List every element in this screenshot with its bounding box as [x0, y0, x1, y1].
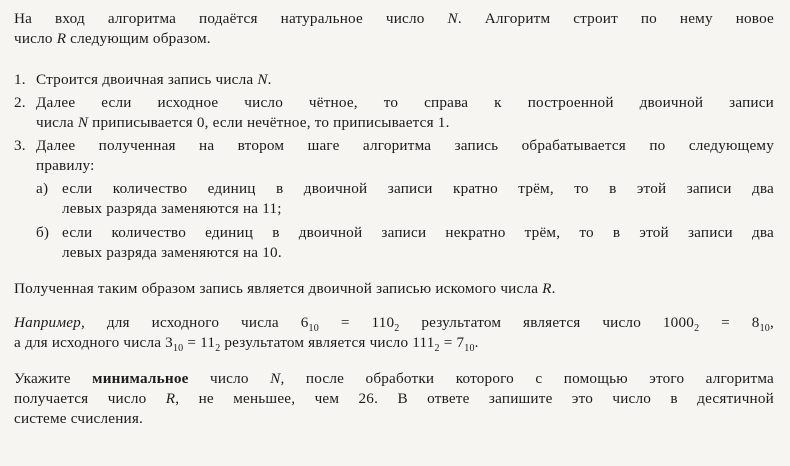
var-r: R: [165, 390, 176, 407]
rule-text: [62, 223, 774, 263]
base-subscript: 10: [759, 323, 770, 335]
rule-line: если количество единиц в двоичной записи кратно трём, то в этой записи два: [62, 180, 774, 197]
intro-text: . Алгоритм строит по нему новое: [457, 10, 774, 27]
task-text: получается число: [14, 390, 166, 407]
base-subscript: 2: [434, 343, 440, 355]
example-text: а для исходного числа 3: [14, 334, 173, 351]
rule-a: [36, 179, 774, 219]
example-label: Например,: [14, 314, 85, 331]
step-line: правилу:: [36, 157, 95, 174]
base-subscript: 10: [464, 343, 475, 355]
var-n: N: [257, 71, 268, 88]
rule-b: [36, 223, 774, 263]
var-n: N: [270, 370, 281, 387]
example-text: = 110: [318, 314, 395, 331]
result-paragraph: [14, 279, 774, 299]
step-line: Далее полученная на втором шаге алгоритма запись обрабатывается по следующему: [36, 137, 774, 154]
rule-line: левых разряда заменяются на 10.: [62, 244, 282, 261]
step-number: 3.: [14, 137, 26, 154]
task-text: , не меньшее, чем 26. В ответе запишите это число в десятичной: [175, 390, 774, 407]
result-text: .: [551, 280, 556, 297]
task-line-1: [14, 369, 774, 389]
var-r: R: [56, 30, 67, 47]
example-text: .: [474, 334, 479, 351]
step-line: Далее если исходное число чётное, то справа к построенной двоичной записи: [36, 94, 774, 111]
task-line-2: [14, 389, 774, 409]
intro-text: следующим образом.: [66, 30, 211, 47]
var-n: N: [447, 10, 458, 27]
task-emphasis: минимальное: [92, 370, 189, 387]
example-line-1: [14, 313, 774, 333]
step-line: [36, 113, 774, 133]
task-text: , после обработки которого с помощью этого алгоритма: [280, 370, 774, 387]
problem-text: [14, 9, 774, 429]
step-text-part: числа: [36, 114, 78, 131]
intro-line-1: [14, 9, 774, 29]
step-1: [14, 70, 774, 90]
example-line-2: [14, 333, 774, 353]
step-text-part: приписывается 0, если нечётное, то приписывается 1.: [88, 114, 450, 131]
intro-text: число: [14, 30, 57, 47]
base-subscript: 2: [394, 323, 400, 335]
step-2: [14, 93, 774, 133]
rule-text: [62, 179, 774, 219]
example-text: результатом является число 111: [220, 334, 435, 351]
task-text: число: [188, 370, 271, 387]
example-text: для исходного числа 6: [84, 314, 309, 331]
base-subscript: 2: [694, 323, 700, 335]
base-subscript: 10: [308, 323, 319, 335]
var-n: N: [77, 114, 89, 131]
step-text: [36, 93, 774, 133]
example-text: = 7: [439, 334, 465, 351]
intro-text: На вход алгоритма подаётся натуральное число: [14, 10, 448, 27]
step-3: [14, 136, 774, 176]
example-text: ,: [770, 314, 774, 331]
step-number: 1.: [14, 71, 26, 88]
rule-letter: б): [36, 224, 50, 241]
intro-paragraph: [14, 9, 774, 49]
rule-line: левых разряда заменяются на 11;: [62, 200, 282, 217]
task-line-3: системе счисления.: [14, 410, 144, 427]
var-r: R: [542, 280, 552, 297]
task-text: Укажите: [14, 370, 93, 387]
example-paragraph: [14, 313, 774, 353]
rule-letter: а): [36, 180, 49, 197]
task-paragraph: [14, 369, 774, 429]
step-text: [36, 70, 774, 90]
step-text-part: Строится двоичная запись числа: [36, 71, 258, 88]
step-text: [36, 136, 774, 176]
step-number: 2.: [14, 94, 26, 111]
step-text-part: .: [267, 71, 272, 88]
example-text: = 11: [183, 334, 216, 351]
example-text: результатом является число 1000: [399, 314, 695, 331]
base-subscript: 10: [172, 343, 184, 355]
example-text: = 8: [699, 314, 760, 331]
rule-line: если количество единиц в двоичной записи некратно трём, то в этой записи два: [62, 224, 774, 241]
base-subscript: 2: [215, 343, 221, 355]
intro-line-2: [14, 29, 774, 49]
result-text: Полученная таким образом запись является двоичной записью искомого числа: [14, 280, 543, 297]
